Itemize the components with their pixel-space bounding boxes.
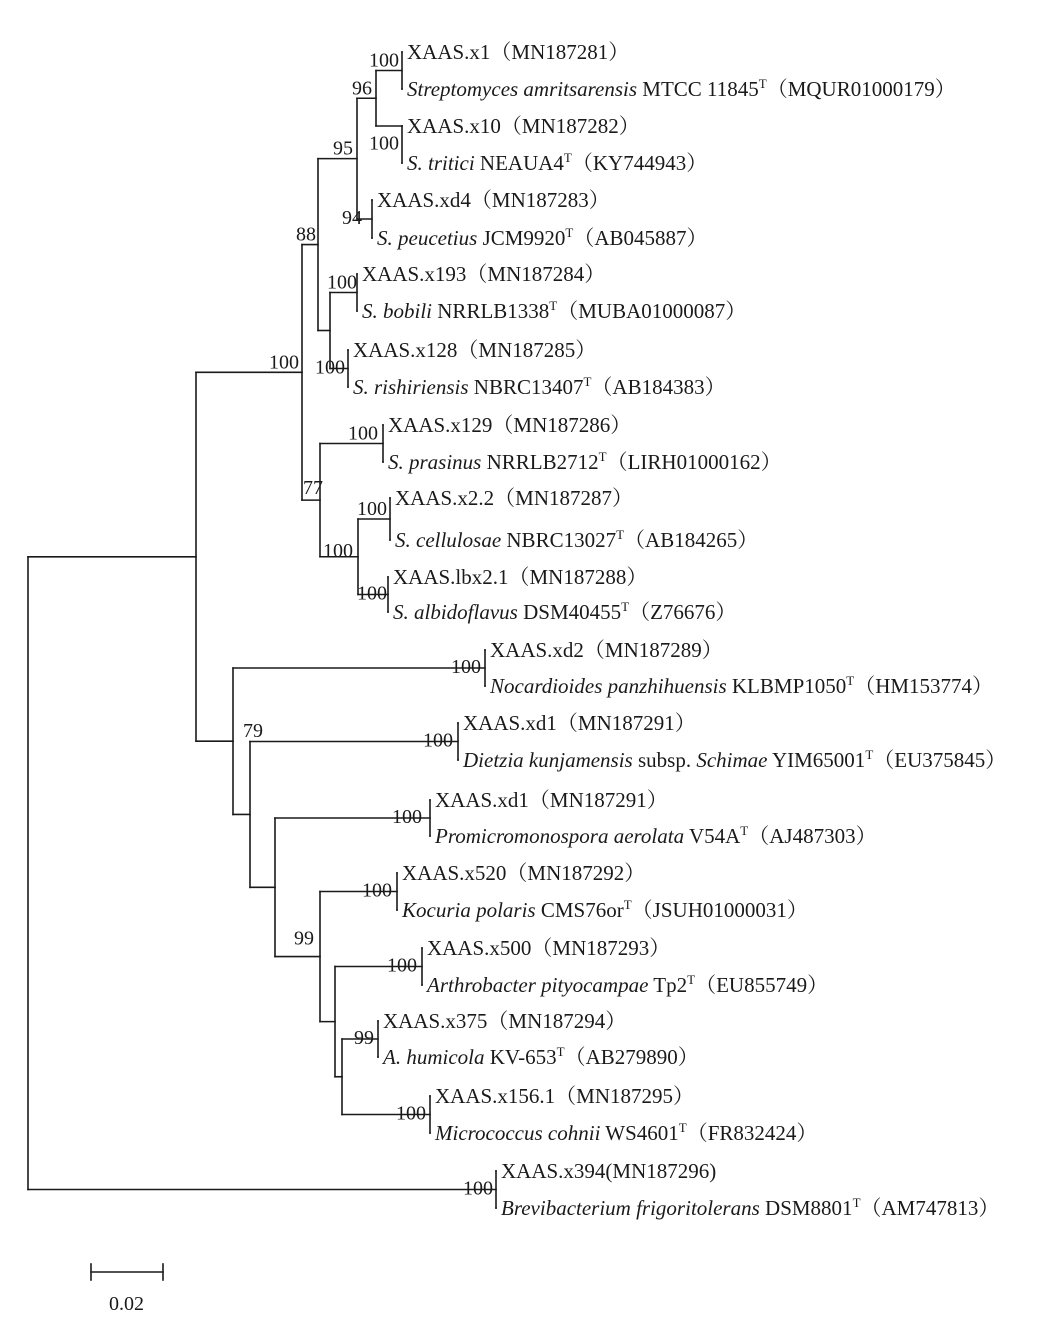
accession-number: （AB184265） bbox=[624, 528, 759, 552]
bootstrap-pN: 99 bbox=[354, 1027, 374, 1049]
accession-number: （MUBA01000087） bbox=[557, 299, 747, 323]
strain-name: NBRC13027 bbox=[501, 528, 617, 552]
bootstrap-pE: 100 bbox=[315, 356, 345, 379]
accession-number: （JSUH01000031） bbox=[631, 898, 808, 922]
strain-name: NRRLB1338 bbox=[432, 299, 550, 323]
accession-number: （KY744943） bbox=[571, 151, 708, 175]
taxon-label-h1 bbox=[393, 565, 647, 589]
bootstrap-pP: 100 bbox=[463, 1177, 493, 1200]
scale-bar-label: 0.02 bbox=[109, 1293, 144, 1315]
taxon-label-l2 bbox=[401, 897, 808, 922]
bootstrap-pAB: 96 bbox=[352, 77, 372, 100]
accession-number: （AB184383） bbox=[591, 375, 726, 399]
taxon-label-m1 bbox=[427, 936, 670, 960]
taxon-label-n1 bbox=[383, 1009, 626, 1033]
strain-name: subsp. bbox=[632, 748, 697, 772]
bootstrap-pJ: 100 bbox=[423, 729, 453, 752]
taxon-label-e1 bbox=[353, 338, 596, 362]
taxon-text: XAAS.x375（MN187294） bbox=[383, 1009, 627, 1033]
taxon-text: XAAS.x2.2（MN187287） bbox=[395, 486, 634, 510]
strain-name: DSM40455 bbox=[517, 600, 622, 624]
strain-name: MTCC 11845 bbox=[637, 77, 759, 101]
taxon-label-d1 bbox=[362, 262, 605, 286]
strain-name: CMS76or bbox=[535, 898, 624, 922]
type-strain-marker: T bbox=[583, 374, 592, 389]
taxon-label-i1 bbox=[490, 638, 723, 662]
species-name: Brevibacterium frigoritolerans bbox=[501, 1196, 760, 1220]
accession-number: （MQUR01000179） bbox=[766, 77, 956, 101]
strain-name: KV-653 bbox=[484, 1045, 557, 1069]
species-name: Dietzia kunjamensis bbox=[463, 748, 633, 772]
taxon-text: XAAS.x128（MN187285） bbox=[353, 338, 597, 362]
species-name: S. albidoflavus bbox=[393, 600, 518, 624]
species-name: S. bobili bbox=[362, 299, 433, 323]
bootstrap-pD: 100 bbox=[327, 271, 357, 294]
scale-bar bbox=[91, 1264, 163, 1315]
strain-name: KLBMP1050 bbox=[726, 674, 847, 698]
strain-name: NBRC13407 bbox=[468, 375, 584, 399]
taxon-label-h2 bbox=[393, 599, 736, 624]
taxon-text: XAAS.xd2（MN187289） bbox=[490, 638, 723, 662]
bootstrap-pG: 100 bbox=[357, 498, 387, 520]
species-name: Micrococcus cohnii bbox=[435, 1121, 601, 1145]
taxon-label-b2 bbox=[407, 150, 707, 175]
bootstrap-pA: 100 bbox=[369, 49, 399, 72]
accession-number: （LIRH01000162） bbox=[606, 450, 782, 474]
taxon-label-c1 bbox=[377, 188, 610, 212]
taxon-text: XAAS.lbx2.1（MN187288） bbox=[393, 565, 648, 589]
bootstrap-pI: 100 bbox=[451, 656, 481, 678]
accession-number: （AB279890） bbox=[564, 1045, 699, 1069]
taxon-text: XAAS.xd4（MN187283） bbox=[377, 188, 610, 212]
accession-number: （AM747813） bbox=[860, 1196, 1000, 1220]
accession-number: （HM153774） bbox=[854, 674, 994, 698]
bootstrap-pH: 100 bbox=[357, 582, 387, 605]
bootstrap-pGH: 100 bbox=[323, 539, 353, 562]
taxon-label-a1 bbox=[407, 40, 629, 64]
bootstrap-pLMNO: 99 bbox=[294, 927, 314, 950]
taxon-label-d2 bbox=[362, 298, 746, 323]
bootstrap-pOth: 79 bbox=[243, 720, 263, 743]
taxon-label-j2 bbox=[462, 747, 1006, 772]
type-strain-marker: T bbox=[687, 972, 696, 987]
taxon-label-o2 bbox=[434, 1120, 817, 1145]
species-name: S. rishiriensis bbox=[353, 375, 469, 399]
taxon-text: XAAS.x10（MN187282） bbox=[407, 114, 640, 138]
strain-name: NEAUA4 bbox=[474, 151, 564, 175]
strain-name: V54A bbox=[684, 824, 741, 848]
species-name: A. humicola bbox=[383, 1045, 485, 1069]
taxon-label-k1 bbox=[435, 788, 668, 812]
strain-name: Tp2 bbox=[648, 973, 688, 997]
taxon-label-p1 bbox=[501, 1159, 716, 1183]
accession-number: （EU855749） bbox=[695, 973, 829, 997]
taxon-text: XAAS.x156.1（MN187295） bbox=[435, 1084, 695, 1108]
strain-name: NRRLB2712 bbox=[481, 450, 599, 474]
bootstrap-pO: 100 bbox=[396, 1102, 426, 1125]
species-name: S. prasinus bbox=[388, 450, 482, 474]
bootstrap-pC: 94 bbox=[342, 207, 362, 229]
type-strain-marker: T bbox=[621, 599, 630, 614]
bootstrap-pS2: 77 bbox=[303, 477, 323, 500]
bootstrap-pSt: 100 bbox=[269, 351, 299, 374]
taxon-label-b1 bbox=[407, 114, 640, 138]
taxon-label-k2 bbox=[434, 823, 877, 848]
taxon-label-l1 bbox=[402, 861, 645, 885]
accession-number: （EU375845） bbox=[873, 748, 1007, 772]
taxon-label-g2 bbox=[395, 527, 758, 552]
type-strain-marker: T bbox=[623, 897, 632, 912]
accession-number: （AJ487303） bbox=[748, 824, 877, 848]
taxon-label-p2 bbox=[501, 1195, 999, 1220]
type-strain-marker: T bbox=[678, 1120, 687, 1135]
taxon-label-c2 bbox=[377, 225, 708, 250]
bootstrap-pB: 100 bbox=[369, 132, 399, 155]
type-strain-marker: T bbox=[598, 449, 607, 464]
taxon-label-i2 bbox=[489, 673, 993, 698]
type-strain-marker: T bbox=[740, 823, 749, 838]
strain-name: JCM9920 bbox=[477, 226, 566, 250]
bootstrap-pF: 100 bbox=[348, 422, 378, 445]
type-strain-marker: T bbox=[556, 1044, 565, 1059]
subspecies-name: Schimae bbox=[696, 748, 768, 772]
taxon-text: XAAS.x1（MN187281） bbox=[407, 40, 630, 64]
species-name: S. cellulosae bbox=[395, 528, 502, 552]
species-name: Streptomyces amritsarensis bbox=[407, 77, 638, 101]
accession-number: （FR832424） bbox=[686, 1121, 818, 1145]
taxon-label-n2 bbox=[381, 1044, 699, 1069]
type-strain-marker: T bbox=[852, 1195, 861, 1210]
species-name: S. tritici bbox=[407, 151, 475, 175]
strain-name: WS4601 bbox=[600, 1121, 679, 1145]
bootstrap-pS1: 88 bbox=[296, 223, 316, 246]
taxon-text: XAAS.x520（MN187292） bbox=[402, 861, 646, 885]
bootstrap-pM: 100 bbox=[387, 954, 417, 977]
type-strain-marker: T bbox=[549, 298, 558, 313]
taxon-text: XAAS.x129（MN187286） bbox=[388, 413, 632, 437]
type-strain-marker: T bbox=[616, 527, 625, 542]
accession-number: （AB045887） bbox=[573, 226, 708, 250]
bootstrap-pABC: 95 bbox=[333, 137, 353, 160]
type-strain-marker: T bbox=[563, 150, 572, 165]
species-name: Nocardioides panzhihuensis bbox=[490, 674, 727, 698]
type-strain-marker: T bbox=[565, 225, 574, 240]
bootstrap-pL: 100 bbox=[362, 879, 392, 902]
bootstrap-pK: 100 bbox=[392, 806, 422, 828]
taxon-label-g1 bbox=[395, 486, 633, 510]
taxon-text: XAAS.xd1（MN187291） bbox=[463, 711, 696, 735]
taxon-text: XAAS.x500（MN187293） bbox=[427, 936, 671, 960]
strain-name: DSM8801 bbox=[759, 1196, 853, 1220]
type-strain-marker: T bbox=[865, 747, 874, 762]
taxon-label-e2 bbox=[353, 374, 726, 399]
taxon-label-m2 bbox=[425, 972, 828, 997]
type-strain-marker: T bbox=[758, 76, 767, 91]
taxon-labels bbox=[353, 40, 1006, 1220]
species-name: Kocuria polaris bbox=[402, 898, 536, 922]
species-name: Arthrobacter pityocampae bbox=[427, 973, 649, 997]
taxon-label-a2 bbox=[407, 76, 956, 101]
accession-number: （Z76676） bbox=[629, 600, 737, 624]
taxon-label-o1 bbox=[435, 1084, 694, 1108]
species-name: Promicromonospora aerolata bbox=[435, 824, 685, 848]
taxon-text: XAAS.xd1（MN187291） bbox=[435, 788, 668, 812]
species-name: S. peucetius bbox=[377, 226, 478, 250]
taxon-text: XAAS.x394(MN187296) bbox=[501, 1159, 717, 1183]
taxon-text: XAAS.x193（MN187284） bbox=[362, 262, 606, 286]
type-strain-marker: T bbox=[846, 673, 855, 688]
taxon-label-f2 bbox=[388, 449, 782, 474]
strain-code: YIM65001 bbox=[767, 748, 866, 772]
taxon-label-f1 bbox=[388, 413, 631, 437]
taxon-label-j1 bbox=[463, 711, 696, 735]
